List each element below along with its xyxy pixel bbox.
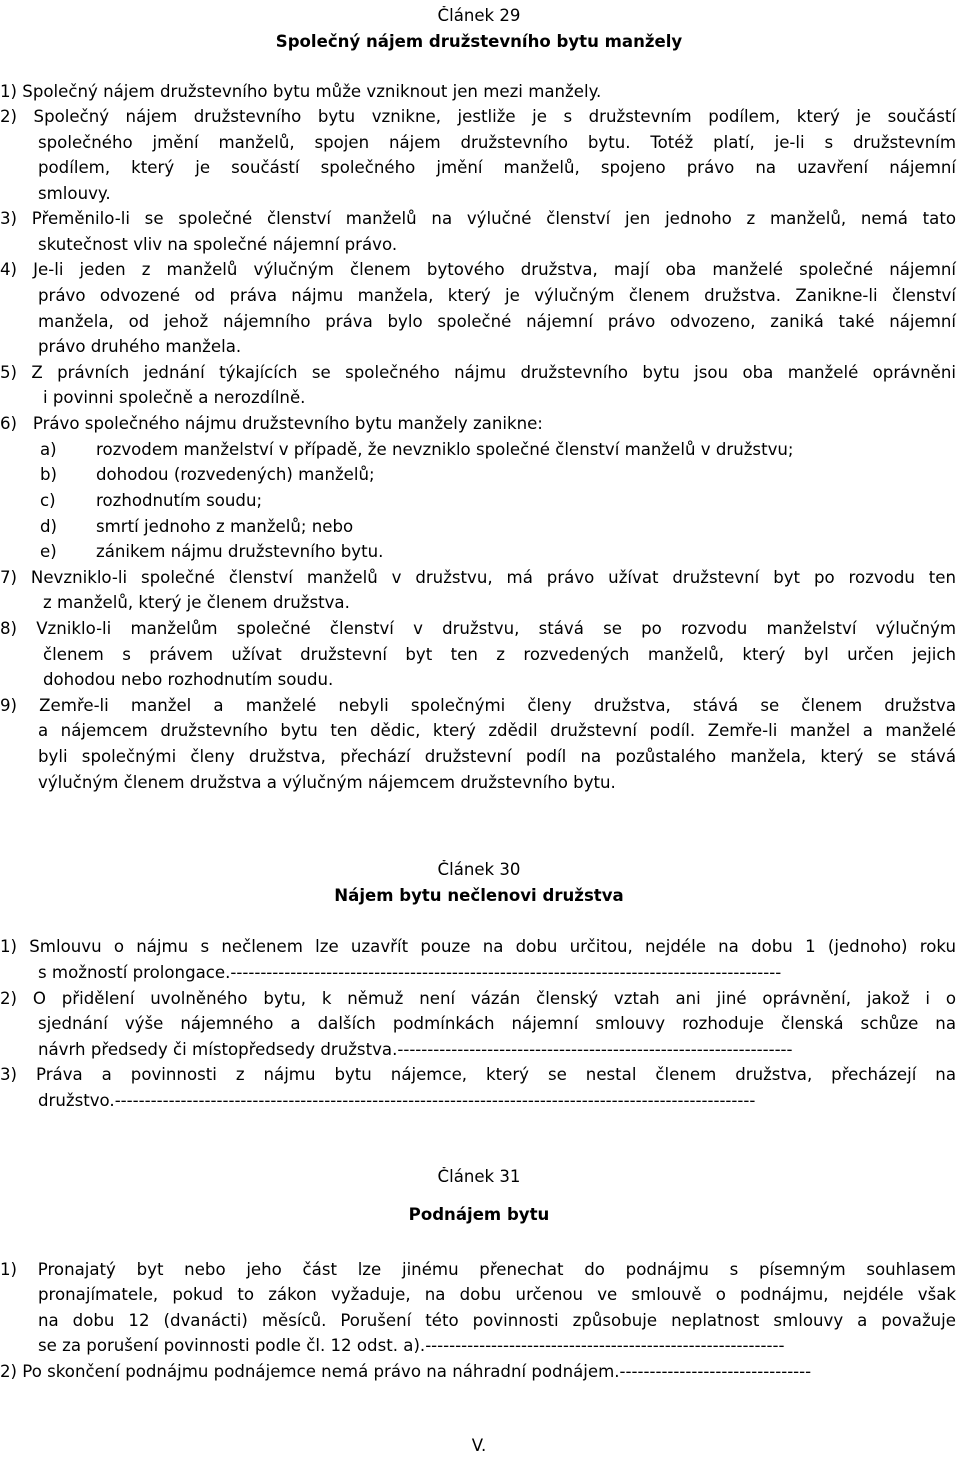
list-item-letter: c) [40, 491, 56, 510]
art29-para-9-line-1: 9) Zemře-li manžel a manželé nebyli společnými členy družstva, stává se členem družstva [0, 696, 956, 715]
art29-para-3-line-2: skutečnost vliv na společné nájemní právo. [38, 235, 398, 254]
art31-para-1-line-1: 1) Pronajatý byt nebo jeho část lze jinému přenechat do podnájmu s písemným souhlasem [0, 1260, 956, 1279]
list-item-text: smrtí jednoho z manželů; nebo [96, 517, 354, 536]
art29-para-5-line-1: 5) Z právních jednání týkajících se společného nájmu družstevního bytu jsou oba manželé oprávněni [0, 363, 956, 382]
art30-para-2-line-2: sjednání výše nájemného a dalších podmínkách nájemní smlouvy rozhoduje členská schůze na [38, 1014, 956, 1033]
art29-para-5-line-2: i povinni společně a nerozdílně. [43, 388, 306, 407]
next-section-heading: V. [471, 1436, 487, 1455]
art30-para-1-line-1: 1) Smlouvu o nájmu s nečlenem lze uzavřít pouze na dobu určitou, nejdéle na dobu 1 (jednoho) roku [0, 937, 956, 956]
art29-para-4-line-1: 4) Je-li jeden z manželů výlučným členem bytového družstva, mají oba manželé společné nájemní [0, 260, 956, 279]
list-item-letter: a) [40, 440, 57, 459]
art30-para-2-line-3: návrh předsedy či místopředsedy družstva.------------------------------------------------------------------ [38, 1040, 793, 1059]
art29-para-7-line-2: z manželů, který je členem družstva. [43, 593, 350, 612]
art30-para-3-line-1: 3) Práva a povinnosti z nájmu bytu nájemce, který se nestal členem družstva, přecházejí na [0, 1065, 956, 1084]
art29-para-8-line-3: dohodou nebo rozhodnutím soudu. [43, 670, 334, 689]
list-item-text: dohodou (rozvedených) manželů; [96, 465, 375, 484]
article-31-title: Podnájem bytu [408, 1205, 550, 1224]
art30-para-3-line-2: družstvo.----------------------------------------------------------------------------------------------------------- [38, 1091, 756, 1110]
art29-para-9-line-4: výlučným členem družstva a výlučným nájemcem družstevního bytu. [38, 773, 616, 792]
art29-para-2-line-4: smlouvy. [38, 184, 111, 203]
art29-para-4-line-4: právo druhého manžela. [38, 337, 242, 356]
art29-para-4-line-3: manžela, od jehož nájemního práva bylo společné nájemní právo odvozeno, zaniká také nájemní [38, 312, 956, 331]
list-item-text: rozhodnutím soudu; [96, 491, 263, 510]
art29-para-2-line-3: podílem, který je součástí společného jmění manželů, spojeno právo na uzavření nájemní [38, 158, 956, 177]
art29-para-8-line-1: 8) Vzniklo-li manželům společné členství v družstvu, stává se po rozvodu manželství výlučným [0, 619, 956, 638]
art31-para-2-line-1: 2) Po skončení podnájmu podnájemce nemá právo na náhradní podnájem.-------------------------------- [0, 1362, 812, 1381]
art29-para-9-line-3: byli společnými členy družstva, přechází družstevní podíl na pozůstalého manžela, který se stává [38, 747, 956, 766]
art29-para-1: 1) Společný nájem družstevního bytu může vzniknout jen mezi manžely. [0, 82, 602, 101]
art29-para-2-line-1: 2) Společný nájem družstevního bytu vznikne, jestliže je s družstevním podílem, který je součástí [0, 107, 956, 126]
list-item-letter: b) [40, 465, 58, 484]
art30-para-2-line-1: 2) O přidělení uvolněného bytu, k němuž není vázán členský vztah ani jiné oprávnění, jakož i o [0, 989, 956, 1008]
list-item-letter: d) [40, 517, 58, 536]
list-item-text: zánikem nájmu družstevního bytu. [96, 542, 384, 561]
article-31-heading: Článek 31 [437, 1167, 521, 1186]
art31-para-1-line-3: na dobu 12 (dvanácti) měsíců. Porušení této povinnosti způsobuje neplatnost smlouvy a považuje [38, 1311, 956, 1330]
art29-para-3-line-1: 3) Přeměnilo-li se společné členství manželů na výlučné členství jen jednoho z manželů, nemá tato [0, 209, 956, 228]
article-29-heading: Článek 29 [437, 6, 521, 25]
art29-para-4-line-2: právo odvozené od práva nájmu manžela, který je výlučným členem družstva. Zanikne-li členství [38, 286, 956, 305]
art29-para-6-intro: 6) Právo společného nájmu družstevního bytu manžely zanikne: [0, 414, 543, 433]
list-item-letter: e) [40, 542, 57, 561]
article-30-title: Nájem bytu nečlenovi družstva [334, 886, 624, 905]
art29-para-9-line-2: a nájemcem družstevního bytu ten dědic, který zdědil družstevní podíl. Zemře-li manžel a manželé [38, 721, 956, 740]
art29-para-2-line-2: společného jmění manželů, spojen nájem družstevního bytu. Totéž platí, je-li s družstevním [38, 133, 956, 152]
article-29-title: Společný nájem družstevního bytu manžely [275, 32, 683, 51]
article-30-heading: Článek 30 [437, 860, 521, 879]
art29-para-7-line-1: 7) Nevzniklo-li společné členství manželů v družstvu, má právo užívat družstevní byt po rozvodu ten [0, 568, 956, 587]
art29-para-8-line-2: členem s právem užívat družstevní byt ten z rozvedených manželů, který byl určen jejich [43, 645, 956, 664]
art31-para-1-line-4: se za porušení povinnosti podle čl. 12 odst. a).------------------------------------------------------------ [38, 1336, 785, 1355]
art31-para-1-line-2: pronajímatele, pokud to zákon vyžaduje, na dobu určenou ve smlouvě o podnájmu, nejdéle však [38, 1285, 956, 1304]
art30-para-1-line-2: s možností prolongace.-------------------------------------------------------------------------------------------- [38, 963, 782, 982]
list-item-text: rozvodem manželství v případě, že nevzniklo společné členství manželů v družstvu; [96, 440, 794, 459]
